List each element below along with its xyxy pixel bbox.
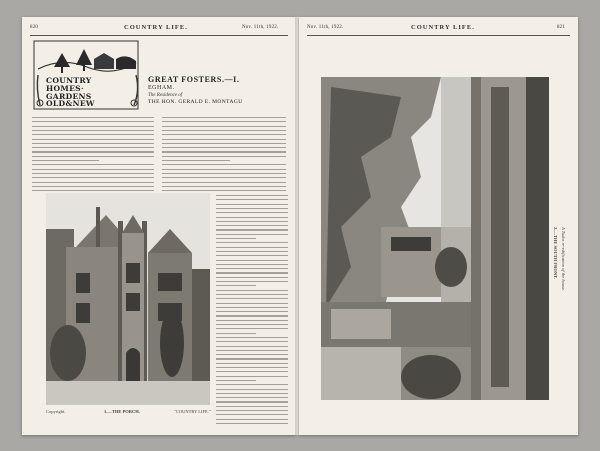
left-running-title: COUNTRY LIFE. bbox=[124, 24, 188, 31]
text-line bbox=[32, 121, 154, 122]
text-line bbox=[162, 164, 286, 165]
text-line bbox=[216, 242, 288, 243]
text-line bbox=[216, 204, 288, 205]
text-line bbox=[216, 208, 288, 209]
south-front-photo bbox=[321, 77, 549, 400]
text-line bbox=[162, 117, 286, 118]
text-line bbox=[162, 186, 286, 187]
text-line bbox=[216, 419, 288, 420]
text-line bbox=[216, 268, 288, 269]
porch-photo bbox=[46, 193, 210, 405]
text-line bbox=[32, 151, 154, 152]
text-line bbox=[216, 290, 288, 291]
text-line bbox=[32, 177, 154, 178]
text-line bbox=[216, 255, 288, 256]
text-line bbox=[216, 324, 288, 325]
text-line bbox=[216, 199, 288, 200]
text-line bbox=[32, 182, 154, 183]
text-line bbox=[216, 229, 288, 230]
text-line bbox=[216, 423, 288, 424]
right-header-rule bbox=[307, 35, 570, 36]
text-line bbox=[216, 221, 288, 222]
text-line bbox=[216, 337, 288, 338]
text-line bbox=[216, 350, 288, 351]
text-line bbox=[162, 190, 286, 191]
text-line bbox=[216, 380, 256, 381]
text-line bbox=[32, 173, 154, 174]
text-line bbox=[216, 303, 288, 304]
text-line bbox=[162, 143, 286, 144]
text-line bbox=[216, 406, 288, 407]
text-line bbox=[32, 190, 154, 191]
text-line bbox=[216, 397, 288, 398]
text-line bbox=[216, 393, 288, 394]
text-line bbox=[32, 143, 154, 144]
photo-credit-left: Copyright. bbox=[46, 409, 66, 414]
text-line bbox=[216, 363, 288, 364]
text-line bbox=[32, 147, 154, 148]
masthead bbox=[32, 39, 142, 111]
text-line bbox=[216, 264, 288, 265]
text-line bbox=[32, 160, 99, 161]
text-line bbox=[216, 320, 288, 321]
text-line bbox=[216, 414, 288, 415]
text-line bbox=[216, 371, 288, 372]
text-line bbox=[32, 130, 154, 131]
text-line bbox=[162, 160, 230, 161]
text-line bbox=[216, 410, 288, 411]
text-line bbox=[162, 126, 286, 127]
text-line bbox=[216, 225, 288, 226]
text-line bbox=[216, 217, 288, 218]
text-line bbox=[216, 401, 288, 402]
owner-name: THE HON. GERALD E. MONTAGU bbox=[148, 99, 243, 105]
right-page-number: 821 bbox=[557, 25, 566, 30]
text-line bbox=[216, 298, 288, 299]
left-header-rule bbox=[30, 35, 288, 36]
masthead-line-1: COUNTRY bbox=[46, 76, 92, 85]
text-line bbox=[32, 134, 154, 135]
text-line bbox=[216, 311, 288, 312]
text-line bbox=[216, 376, 288, 377]
text-line bbox=[32, 139, 154, 140]
text-line bbox=[216, 260, 288, 261]
text-line bbox=[216, 354, 288, 355]
text-line bbox=[216, 328, 288, 329]
text-line bbox=[162, 169, 286, 170]
text-line bbox=[216, 195, 288, 196]
porch-caption: 1.—THE PORCH. bbox=[104, 409, 140, 414]
photo-credit-right: "COUNTRY LIFE." bbox=[174, 409, 211, 414]
masthead-line-4: OLD&NEW bbox=[46, 99, 95, 109]
text-line bbox=[216, 294, 288, 295]
text-line bbox=[32, 169, 154, 170]
article-column-3 bbox=[216, 195, 288, 425]
text-line bbox=[162, 182, 286, 183]
text-line bbox=[216, 238, 256, 239]
right-page bbox=[299, 17, 578, 435]
text-line bbox=[216, 285, 256, 286]
text-line bbox=[32, 156, 154, 157]
right-running-title: COUNTRY LIFE. bbox=[411, 24, 475, 31]
text-line bbox=[162, 156, 286, 157]
text-line bbox=[162, 173, 286, 174]
text-line bbox=[216, 389, 288, 390]
text-line bbox=[32, 117, 154, 118]
text-line bbox=[216, 341, 288, 342]
text-line bbox=[162, 130, 286, 131]
text-line bbox=[32, 186, 154, 187]
article-column-2 bbox=[162, 117, 286, 191]
text-line bbox=[216, 367, 288, 368]
text-line bbox=[162, 177, 286, 178]
right-date: Nov. 11th, 1922. bbox=[307, 25, 344, 30]
south-front-caption: 2.—THE SOUTH FRONT. bbox=[553, 227, 558, 279]
residence-line: The Residence of bbox=[148, 93, 183, 98]
text-line bbox=[216, 251, 288, 252]
text-line bbox=[216, 384, 288, 385]
text-line bbox=[162, 139, 286, 140]
masthead-line-2: HOMES· bbox=[46, 83, 84, 93]
text-line bbox=[216, 281, 288, 282]
article-location: EGHAM. bbox=[148, 85, 175, 91]
text-line bbox=[216, 234, 288, 235]
text-line bbox=[216, 346, 288, 347]
article-title: GREAT FOSTERS.—I. bbox=[148, 75, 240, 84]
text-line bbox=[216, 272, 288, 273]
text-line bbox=[216, 247, 288, 248]
text-line bbox=[216, 277, 288, 278]
text-line bbox=[162, 134, 286, 135]
south-front-subcaption: A Tudor re-edification of the house. bbox=[561, 227, 566, 291]
article-column-1 bbox=[32, 117, 154, 191]
text-line bbox=[32, 164, 154, 165]
text-line bbox=[216, 307, 288, 308]
left-page bbox=[22, 17, 296, 435]
text-line bbox=[32, 126, 154, 127]
text-line bbox=[216, 358, 288, 359]
masthead-line-3: GARDENS bbox=[46, 91, 92, 101]
text-line bbox=[216, 315, 288, 316]
masthead-text bbox=[46, 77, 136, 108]
text-line bbox=[162, 147, 286, 148]
text-line bbox=[162, 151, 286, 152]
left-date: Nov. 11th, 1922. bbox=[242, 25, 279, 30]
left-page-number: 820 bbox=[30, 25, 39, 30]
text-line bbox=[216, 333, 256, 334]
text-line bbox=[162, 121, 286, 122]
text-line bbox=[216, 212, 288, 213]
